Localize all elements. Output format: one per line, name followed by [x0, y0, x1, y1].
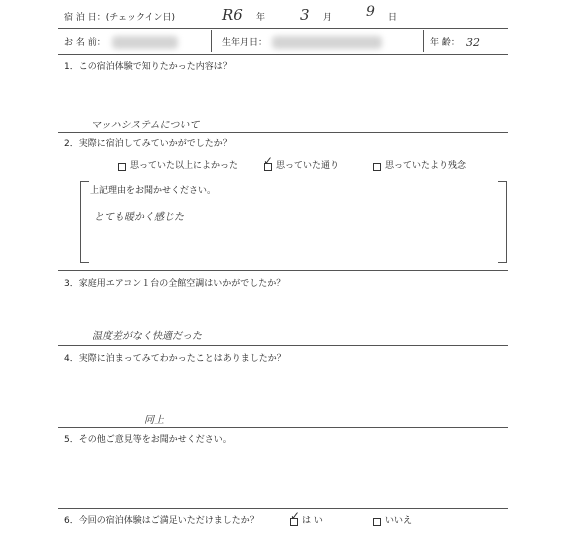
age-value: 32 [466, 36, 480, 49]
q2-option-3-label: 思っていたより残念 [385, 161, 467, 171]
q3-answer: 温度差がなく快適だった [92, 331, 202, 342]
q2-option-2-check-mark: ✓ [263, 154, 274, 168]
q3-question: 3．家庭用エアコン１台の全館空調はいかがでしたか？ [64, 279, 286, 289]
q5-question: 5．その他ご意見等をお聞かせください。 [64, 435, 232, 445]
q2-option-1-checkbox[interactable] [118, 163, 126, 171]
header-separator-2 [423, 30, 424, 52]
q1-divider [58, 132, 508, 133]
q6-no-label: いいえ [385, 516, 413, 526]
q4-question: 4．実際に泊まってみてわかったことはありましたか？ [64, 354, 286, 364]
q6-no-checkbox[interactable] [373, 518, 381, 526]
day-label: 日 [388, 13, 398, 23]
q2-option-3-checkbox[interactable] [373, 163, 381, 171]
era-value: R6 [222, 6, 243, 24]
age-label: 年 齢： [430, 38, 460, 48]
q6-yes-label: は い [302, 516, 323, 526]
q2-divider [58, 270, 508, 271]
month-value: 3 [300, 6, 310, 24]
reason-box-right-bracket [498, 181, 507, 263]
header-divider-1 [58, 28, 508, 29]
q5-divider [58, 508, 508, 509]
q3-divider [58, 345, 508, 346]
name-label: お 名 前： [64, 38, 106, 48]
q4-answer: 同上 [144, 415, 164, 426]
redacted-name [112, 36, 178, 49]
q6-question: 6．今回の宿泊体験はご満足いただけましたか？ [64, 516, 259, 526]
redacted-birthdate [272, 36, 382, 49]
q2-reason-answer: とても暖かく感じた [94, 212, 184, 223]
q2-option-2-label: 思っていた通り [276, 161, 340, 171]
q1-answer: マッハシステムについて [91, 120, 200, 131]
reason-box-left-bracket [80, 181, 89, 263]
stay-date-label: 宿 泊 日：(チェックイン日) [64, 13, 176, 23]
day-value: 9 [366, 4, 375, 20]
q4-divider [58, 427, 508, 428]
header-separator-1 [211, 30, 212, 52]
q1-question: 1．この宿泊体験で知りたかった内容は？ [64, 62, 232, 72]
year-label: 年 [256, 13, 266, 23]
q2-reason-label: 上記理由をお聞かせください。 [90, 186, 217, 196]
month-label: 月 [323, 13, 333, 23]
header-divider-2 [58, 54, 508, 55]
birth-label: 生年月日： [222, 38, 268, 48]
q2-option-1-label: 思っていた以上によかった [130, 161, 239, 171]
q2-question: 2．実際に宿泊してみていかがでしたか？ [64, 139, 232, 149]
q6-yes-check-mark: ✓ [290, 509, 301, 523]
